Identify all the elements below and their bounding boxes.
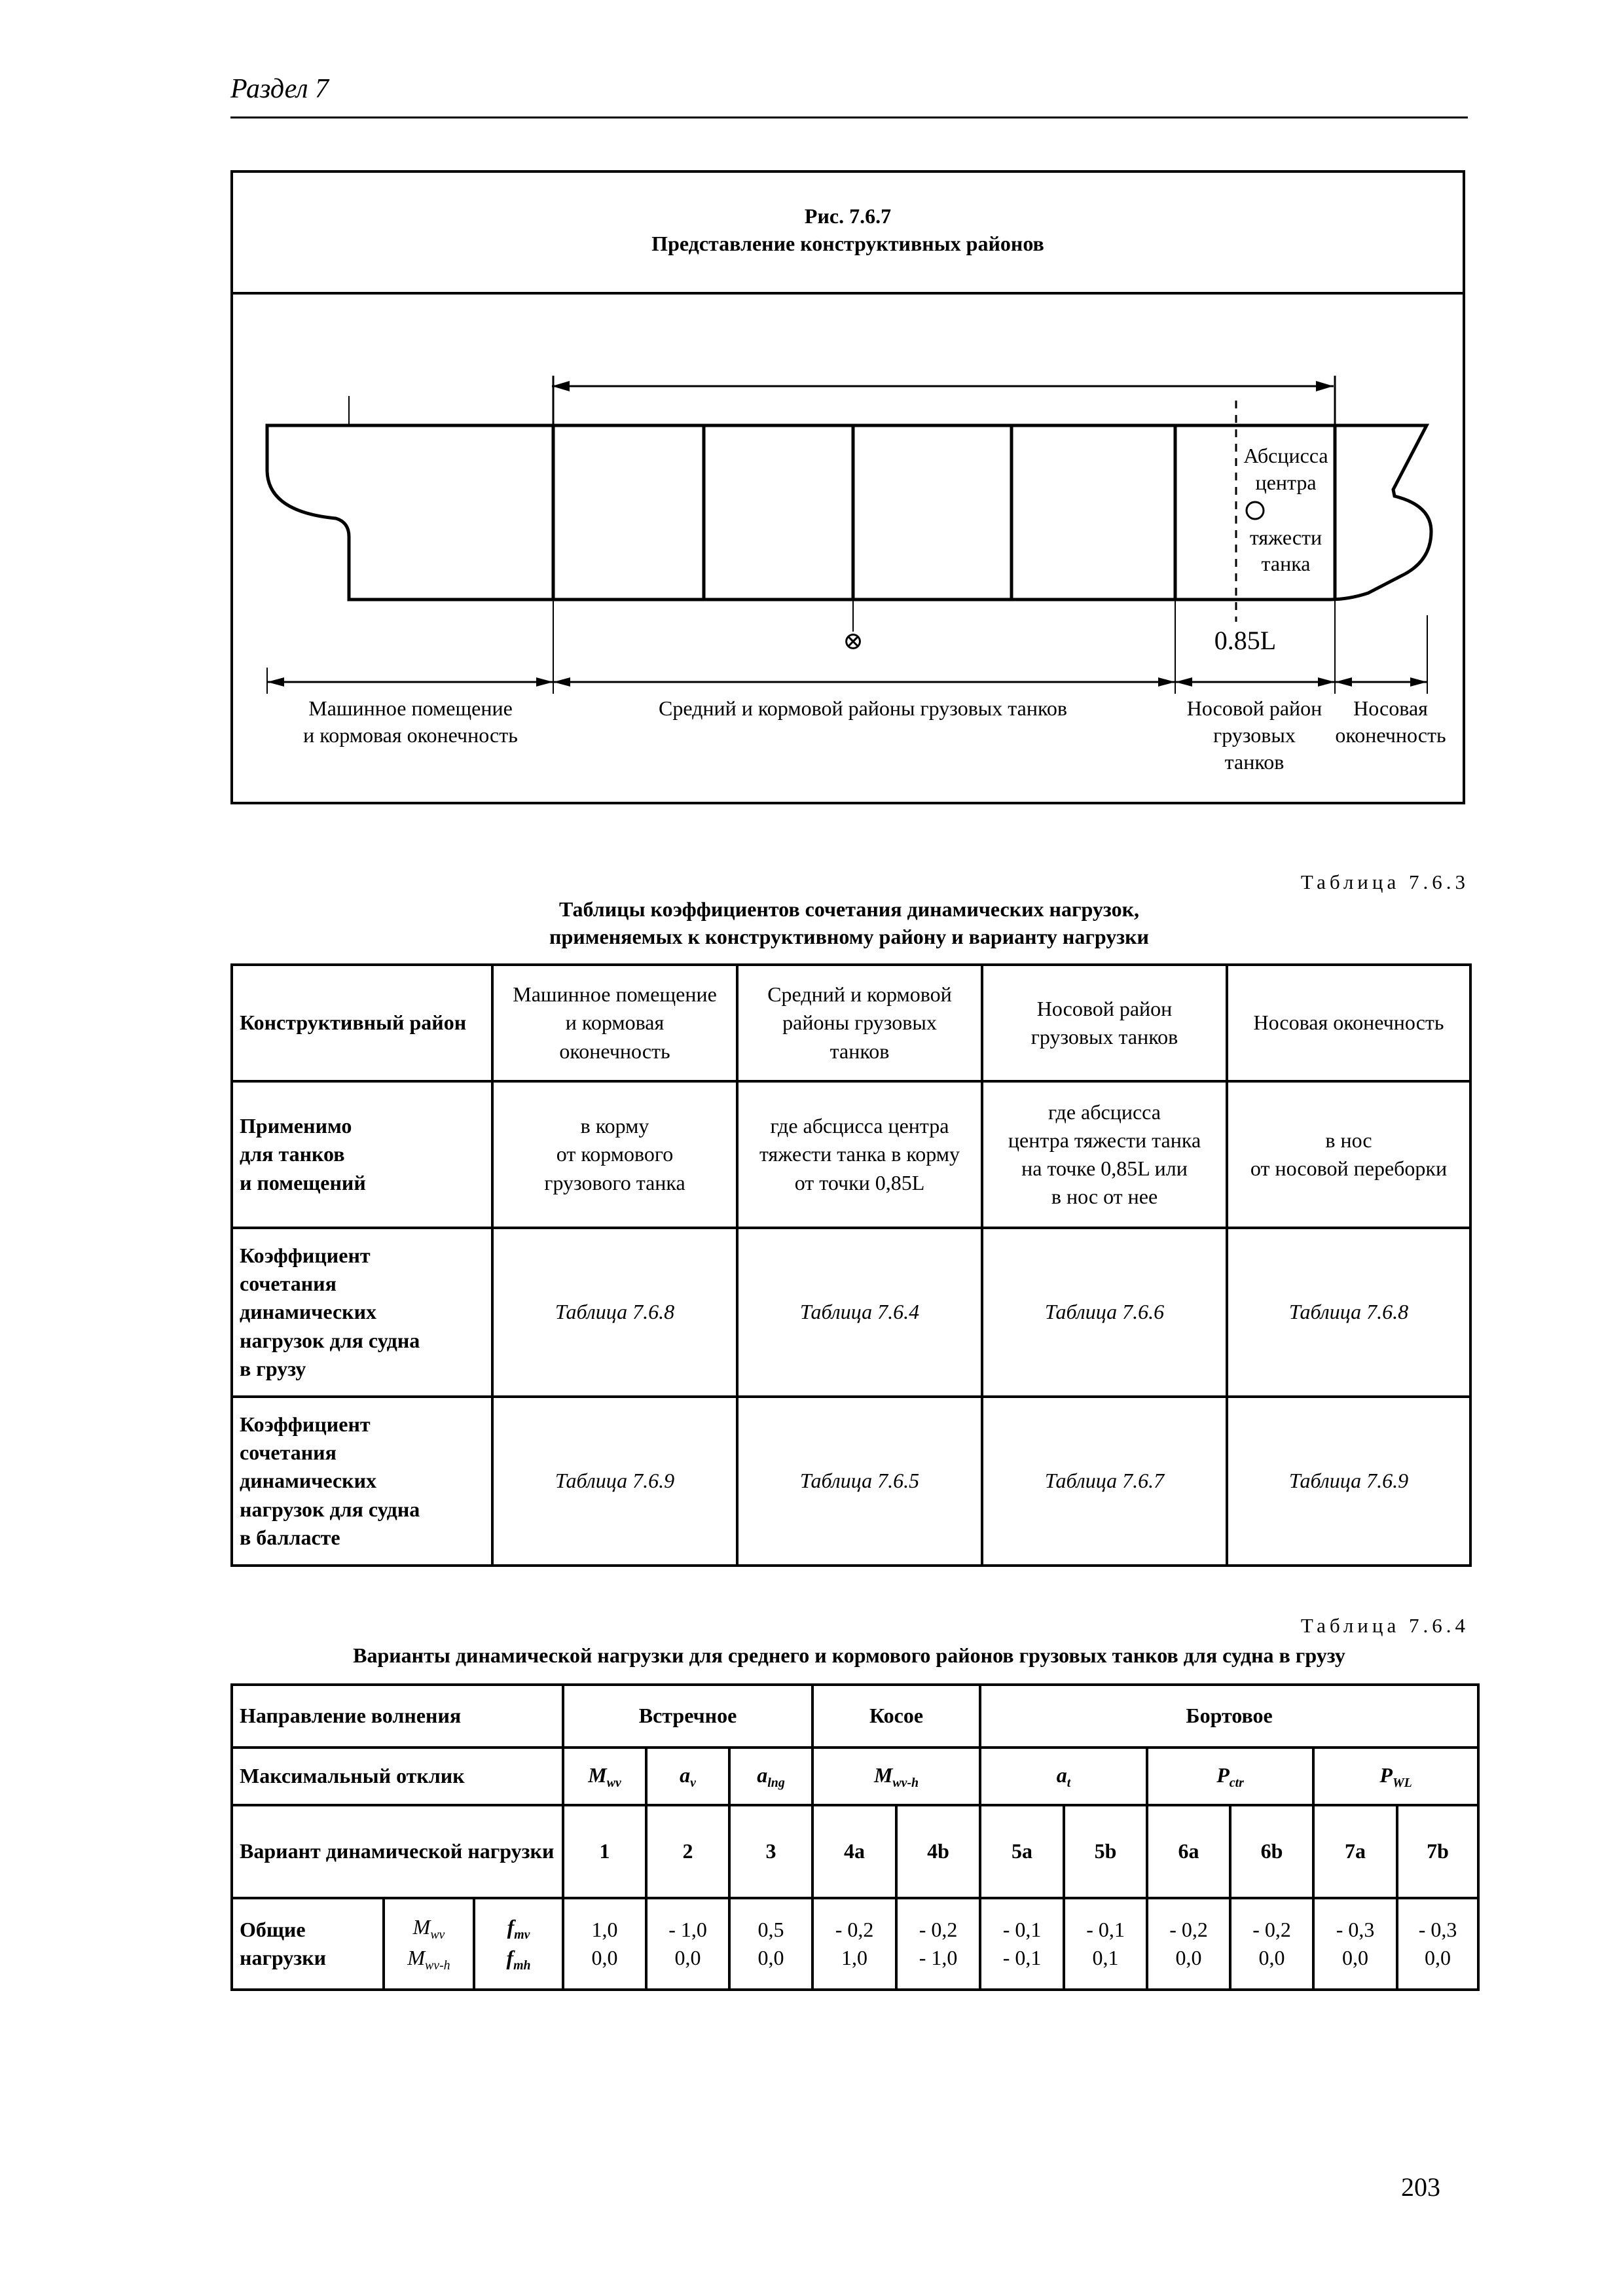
variant-cell: 6a <box>1147 1805 1230 1898</box>
response-mwv: $M_{wv}$ <box>563 1748 646 1805</box>
variant-cell: 7b <box>1397 1805 1478 1898</box>
arrow-right-icon <box>536 677 553 687</box>
value-cell: - 0,2 0,0 <box>1147 1898 1230 1990</box>
region-midaft-label: Средний и кормовой районы грузовых танков <box>658 696 1068 720</box>
table-row <box>232 1397 1470 1566</box>
cell-laden-midaft: Таблица 7.6.4 <box>737 1228 982 1397</box>
figure-caption-title: Представление конструктивных районов <box>651 232 1044 255</box>
value-cell: - 0,2 - 1,0 <box>896 1898 980 1990</box>
wave-direction-label: Направление волнения <box>232 1685 563 1748</box>
table-764 <box>230 1683 1480 1991</box>
cell-applicable-bow: в нос от носовой переборки <box>1227 1081 1470 1228</box>
value-cell: - 0,3 0,0 <box>1313 1898 1397 1990</box>
row-header-laden: Коэффициент сочетания динамических нагрузок для судна в грузу <box>232 1228 492 1397</box>
cell-laden-fore-tank: Таблица 7.6.6 <box>982 1228 1227 1397</box>
table-763-title-line1: Таблицы коэффициентов сочетания динамических нагрузок, <box>558 897 1139 921</box>
abscissa-label: танка <box>1261 552 1311 575</box>
wave-direction-head-on: Встречное <box>563 1685 812 1748</box>
region-fore-tank-label: танков <box>1224 750 1285 774</box>
response-av: $a_v$ <box>646 1748 729 1805</box>
variant-label: Вариант динамической нагрузки <box>232 1805 563 1898</box>
variant-cell: 4b <box>896 1805 980 1898</box>
value-cell: - 0,1 0,1 <box>1064 1898 1147 1990</box>
value-cell: 1,0 0,0 <box>563 1898 646 1990</box>
ship-diagram <box>0 0 1623 812</box>
point-085L-label: 0.85L <box>1214 626 1277 655</box>
variant-cell: 7a <box>1313 1805 1397 1898</box>
value-cell: 0,5 0,0 <box>729 1898 812 1990</box>
table-row <box>232 1898 1478 1990</box>
value-cell: - 0,2 0,0 <box>1230 1898 1313 1990</box>
table-764-title: Варианты динамической нагрузки для среднего и кормового районов грузовых танков для судна в грузу <box>353 1643 1345 1667</box>
variant-cell: 5a <box>980 1805 1064 1898</box>
row-header-ballast: Коэффициент сочетания динамических нагрузок для судна в балласте <box>232 1397 492 1566</box>
figure-caption-number: Рис. 7.6.7 <box>804 204 892 228</box>
page-number: 203 <box>1401 2172 1440 2202</box>
row-header-region: Конструктивный район <box>232 965 492 1081</box>
variant-cell: 3 <box>729 1805 812 1898</box>
cell-applicable-engine: в корму от кормового грузового танка <box>492 1081 737 1228</box>
cell-ballast-midaft: Таблица 7.6.5 <box>737 1397 982 1566</box>
region-bow-label: оконечность <box>1335 723 1446 747</box>
arrow-right-icon <box>1318 677 1335 687</box>
cell-laden-bow: Таблица 7.6.8 <box>1227 1228 1470 1397</box>
value-cell: - 0,1 - 0,1 <box>980 1898 1064 1990</box>
variant-cell: 1 <box>563 1805 646 1898</box>
arrow-left-icon <box>552 381 570 391</box>
response-at: $a_t$ <box>980 1748 1147 1805</box>
response-pctr: $P_{ctr}$ <box>1147 1748 1313 1805</box>
table-row <box>232 1685 1478 1748</box>
table-row <box>232 965 1470 1081</box>
abscissa-label: Абсцисса <box>1243 444 1328 467</box>
value-cell: - 0,3 0,0 <box>1397 1898 1478 1990</box>
table-763-label: Таблица 7.6.3 <box>1300 870 1469 893</box>
response-alng: $a_{lng}$ <box>729 1748 812 1805</box>
column-header-engine: Машинное помещение и кормовая оконечность <box>492 965 737 1081</box>
table-763 <box>230 963 1472 1567</box>
region-fore-tank-label: Носовой район <box>1186 696 1322 720</box>
region-engine-label: Машинное помещение <box>308 696 513 720</box>
column-header-bow: Носовая оконечность <box>1227 965 1470 1081</box>
cell-laden-engine: Таблица 7.6.8 <box>492 1228 737 1397</box>
arrow-right-icon <box>1410 677 1427 687</box>
cell-ballast-bow: Таблица 7.6.9 <box>1227 1397 1470 1566</box>
arrow-left-icon <box>1335 677 1352 687</box>
arrow-right-icon <box>1158 677 1175 687</box>
variant-cell: 6b <box>1230 1805 1313 1898</box>
value-cell: - 0,2 1,0 <box>812 1898 896 1990</box>
row-header-applicable: Применимо для танков и помещений <box>232 1081 492 1228</box>
region-engine-label: и кормовая оконечность <box>303 723 518 747</box>
table-row <box>232 1081 1470 1228</box>
wave-direction-oblique: Косое <box>812 1685 980 1748</box>
midship-symbol: ⊗ <box>843 628 864 655</box>
cell-ballast-engine: Таблица 7.6.9 <box>492 1397 737 1566</box>
arrow-left-icon <box>553 677 570 687</box>
response-pwl: $P_{WL}$ <box>1313 1748 1478 1805</box>
factor-symbols: $f_{mv}$ $f_{mh}$ <box>474 1898 563 1990</box>
max-response-label: Максимальный отклик <box>232 1748 563 1805</box>
table-row <box>232 1228 1470 1397</box>
table-763-title-line2: применяемых к конструктивному району и варианту нагрузки <box>549 925 1149 948</box>
general-loads-label: Общие нагрузки <box>232 1898 384 1990</box>
abscissa-label: тяжести <box>1249 526 1322 549</box>
arrow-left-icon <box>267 677 284 687</box>
load-symbols: $M_{wv}$ $M_{wv-h}$ <box>384 1898 474 1990</box>
table-764-label: Таблица 7.6.4 <box>1300 1614 1469 1637</box>
table-row <box>232 1805 1478 1898</box>
arrow-right-icon <box>1316 381 1334 391</box>
abscissa-label: центра <box>1255 471 1317 494</box>
variant-cell: 5b <box>1064 1805 1147 1898</box>
section-header: Раздел 7 <box>230 74 329 104</box>
column-header-fore-tank: Носовой район грузовых танков <box>982 965 1227 1081</box>
column-header-midaft: Средний и кормовой районы грузовых танков <box>737 965 982 1081</box>
arrow-left-icon <box>1175 677 1192 687</box>
value-cell: - 1,0 0,0 <box>646 1898 729 1990</box>
variant-cell: 2 <box>646 1805 729 1898</box>
centre-of-gravity-icon <box>1247 502 1264 519</box>
cell-applicable-fore-tank: где абсцисса центра тяжести танка на точке 0,85L или в нос от нее <box>982 1081 1227 1228</box>
variant-cell: 4a <box>812 1805 896 1898</box>
region-bow-label: Носовая <box>1353 696 1428 720</box>
table-row <box>232 1748 1478 1805</box>
wave-direction-beam: Бортовое <box>980 1685 1478 1748</box>
response-mwvh: $M_{wv-h}$ <box>812 1748 980 1805</box>
region-fore-tank-label: грузовых <box>1213 723 1296 747</box>
cell-ballast-fore-tank: Таблица 7.6.7 <box>982 1397 1227 1566</box>
cell-applicable-midaft: где абсцисса центра тяжести танка в корму от точки 0,85L <box>737 1081 982 1228</box>
